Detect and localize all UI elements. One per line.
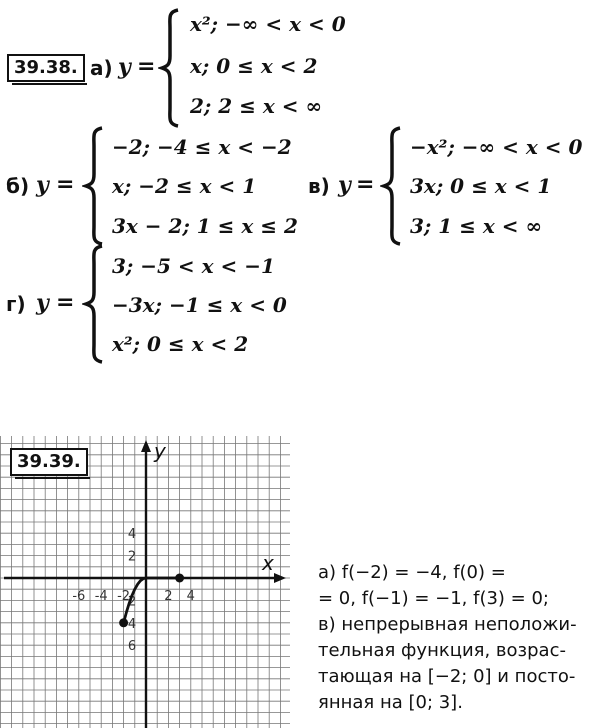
y-axis-arrow-icon [141,440,151,452]
graph-endpoint-dot [175,574,184,583]
part-v-equals: = [356,172,375,197]
part-b-letter: б) [6,174,30,198]
y-tick-label: 2 [127,549,137,565]
answer-line-3: в) непрерывная неположи- [318,614,577,635]
answer-line-4: тельная функция, возрас- [318,640,566,661]
part-v-letter: в) [308,174,330,198]
part-a-case-3: 2; 2 ≤ x < ∞ [190,94,323,118]
part-a-equals: = [137,54,156,79]
problem-number-39-38: 39.38. [7,54,85,82]
graph-endpoint-dot [119,618,128,627]
part-v-brace [380,126,404,246]
part-v-case-1: −x²; −∞ < x < 0 [410,135,583,159]
y-tick-label: 6 [127,639,137,655]
part-v-case-2: 3x; 0 ≤ x < 1 [410,174,552,198]
answer-line-6: янная на [0; 3]. [318,692,463,713]
answer-line-5: тающая на [−2; 0] и посто- [318,666,576,687]
part-b-case-2: x; −2 ≤ x < 1 [112,174,257,198]
part-g-equals: = [56,290,75,315]
part-b-equals: = [56,172,75,197]
x-axis-label: x [262,551,274,575]
part-a-case-1: x²; −∞ < x < 0 [190,12,346,36]
x-tick-label: -4 [94,589,108,604]
axes [4,440,286,728]
part-a-case-2: x; 0 ≤ x < 2 [190,54,318,78]
y-tick-label: 2 [127,594,137,610]
answer-line-2: = 0, f(−1) = −1, f(3) = 0; [318,588,549,609]
part-g-letter: г) [6,292,26,316]
part-g-brace [82,244,106,364]
y-tick-label: 4 [127,616,137,632]
part-g-case-3: x²; 0 ≤ x < 2 [112,332,249,356]
part-g-case-1: 3; −5 < x < −1 [112,254,275,278]
part-b-case-1: −2; −4 ≤ x < −2 [112,135,292,159]
y-tick-label: 4 [127,527,137,543]
part-v-lhs: y [338,172,351,198]
x-tick-label: 2 [164,589,173,604]
function-graph [0,436,290,728]
part-a-letter: а) [90,56,113,80]
x-tick-label: 4 [186,589,195,604]
answer-text [318,560,600,716]
x-tick-label: -6 [72,589,86,604]
part-b-brace [82,126,106,246]
part-a-lhs: y [118,54,131,80]
part-a-brace [158,8,182,128]
part-g-lhs: y [36,290,49,316]
answer-line-1: а) f(−2) = −4, f(0) = [318,562,506,583]
part-b-case-3: 3x − 2; 1 ≤ x ≤ 2 [112,214,298,238]
part-g-case-2: −3x; −1 ≤ x < 0 [112,293,287,317]
y-axis-label: y [154,439,166,463]
part-v-case-3: 3; 1 ≤ x < ∞ [410,214,543,238]
x-tick-label: -2 [117,589,131,604]
part-b-lhs: y [36,172,49,198]
problem-number-39-39: 39.39. [10,448,88,476]
